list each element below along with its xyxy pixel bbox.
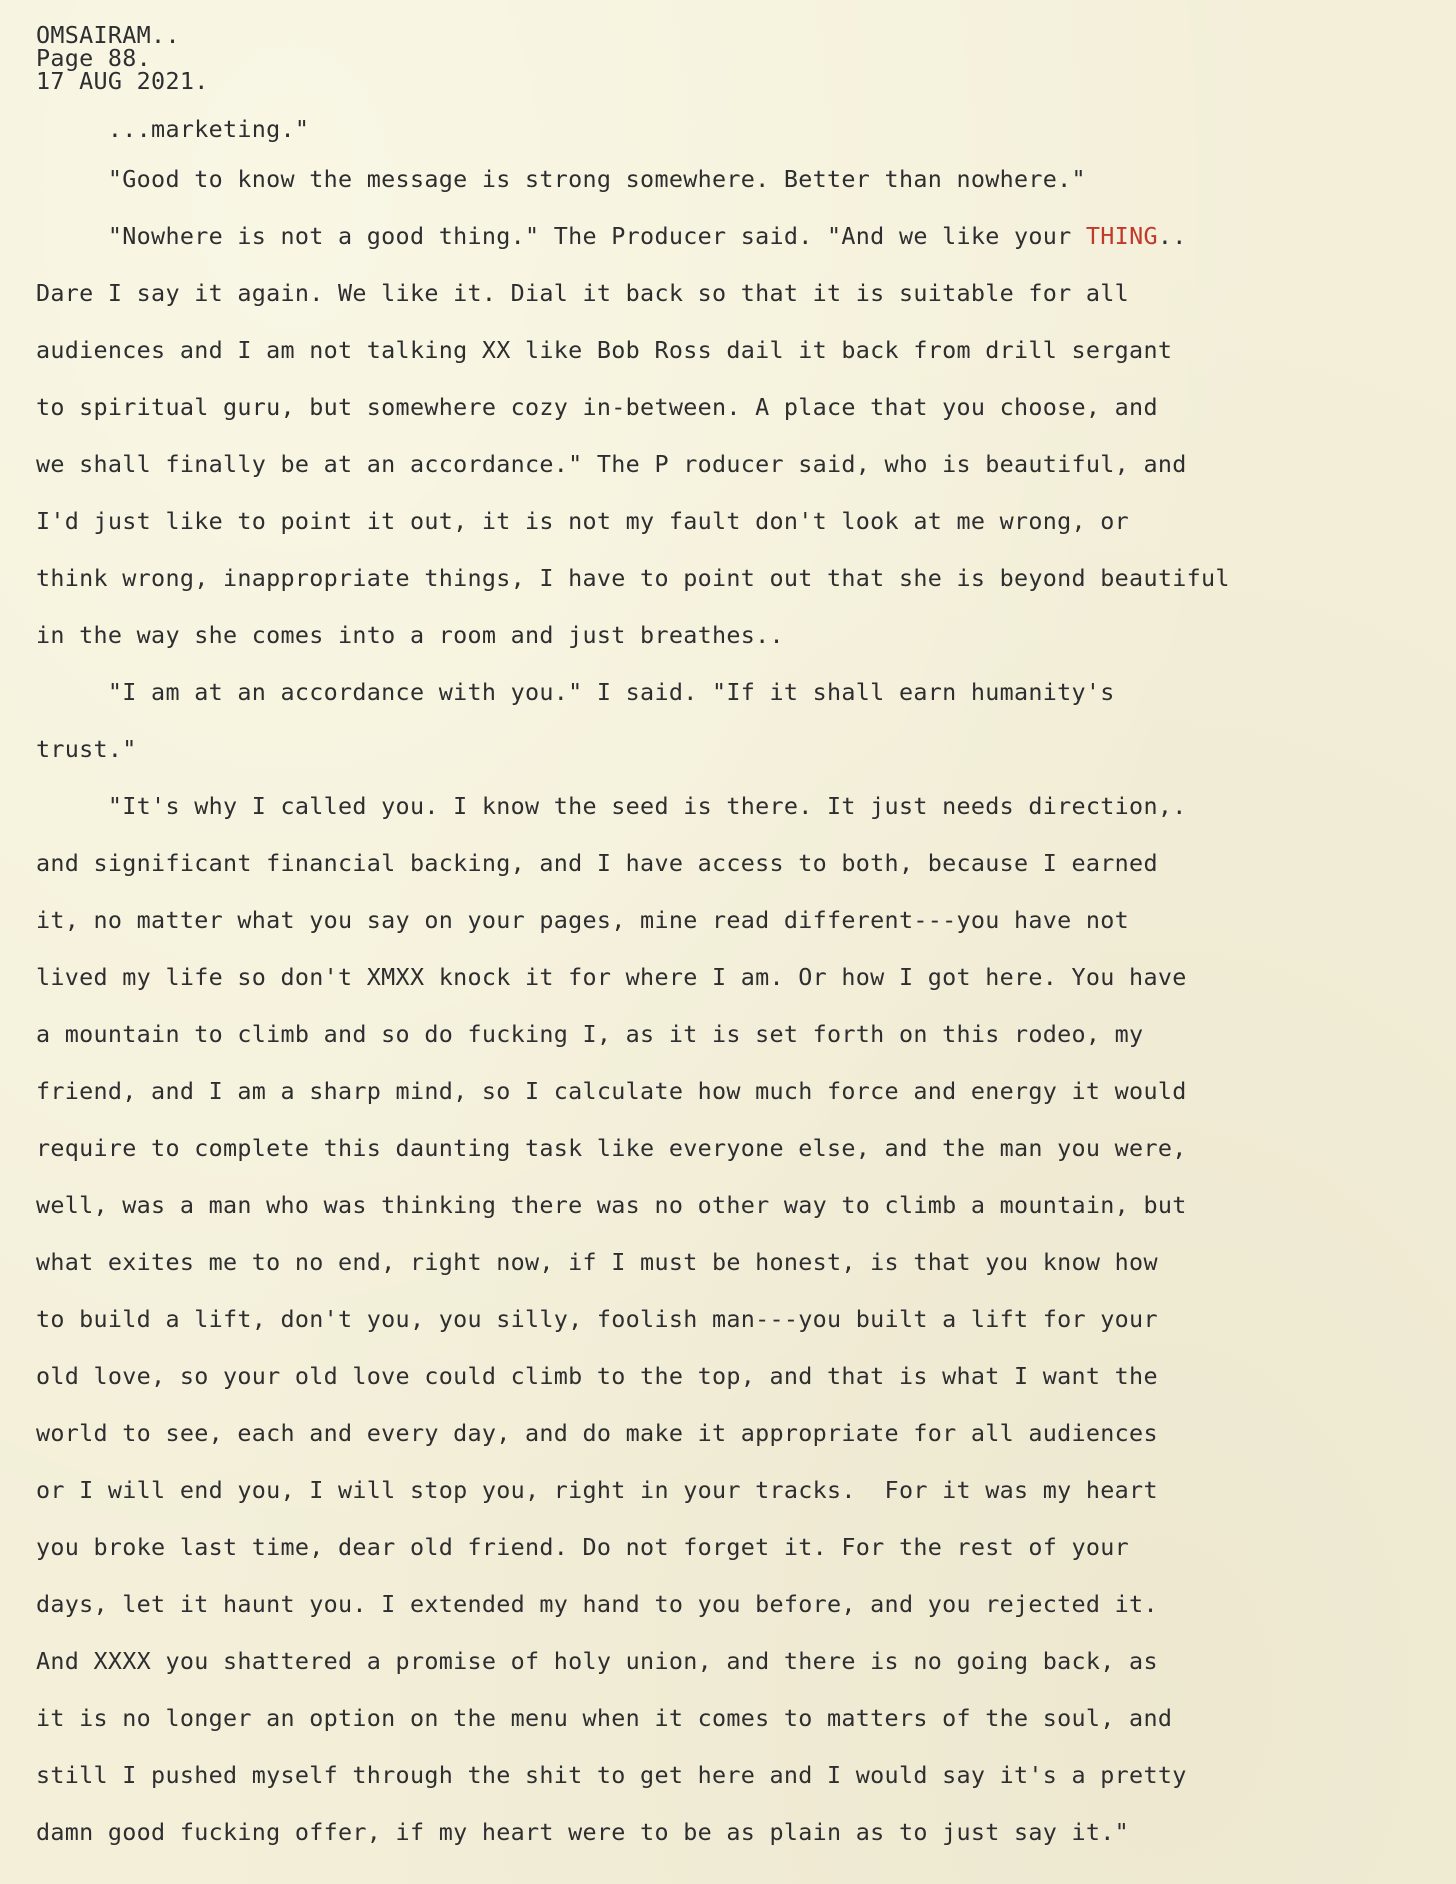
body-line: to build a lift, don't you, you silly, foolish man---you built a lift for your: [36, 1305, 1158, 1333]
page-body: [36, 107, 1436, 1861]
body-line-segment: "Nowhere is not a good thing." The Producer said. "And we like your: [36, 222, 1086, 250]
body-line: old love, so your old love could climb to the top, and that is what I want the: [36, 1362, 1158, 1390]
body-line: lived my life so don't XMXX knock it for where I am. Or how I got here. You have: [36, 963, 1187, 991]
body-line-segment-tail: ..: [1157, 222, 1187, 250]
body-line: damn good fucking offer, if my heart were to be as plain as to just say it.": [36, 1818, 1130, 1846]
body-line: a mountain to climb and so do fucking I, as it is set forth on this rodeo, my: [36, 1020, 1144, 1048]
body-line: friend, and I am a sharp mind, so I calculate how much force and energy it would: [36, 1077, 1187, 1105]
header-line-page-number: Page 88.: [36, 44, 152, 72]
body-line: still I pushed myself through the shit to get here and I would say it's a pretty: [36, 1761, 1187, 1789]
body-line: "I am at an accordance with you." I said. "If it shall earn humanity's: [36, 678, 1115, 706]
body-line: to spiritual guru, but somewhere cozy in-between. A place that you choose, and: [36, 393, 1158, 421]
body-line: world to see, each and every day, and do make it appropriate for all audiences: [36, 1419, 1158, 1447]
body-line: it is no longer an option on the menu when it comes to matters of the soul, and: [36, 1704, 1173, 1732]
body-line: you broke last time, dear old friend. Do not forget it. For the rest of your: [36, 1533, 1130, 1561]
body-line: "Good to know the message is strong somewhere. Better than nowhere.": [36, 165, 1086, 193]
body-line: "It's why I called you. I know the seed is there. It just needs direction,.: [36, 792, 1187, 820]
body-line: in the way she comes into a room and just breathes..: [36, 621, 784, 649]
body-line-with-red-word: [36, 208, 1436, 265]
header-line-date: 17 AUG 2021.: [36, 67, 209, 95]
body-line: we shall finally be at an accordance." The P roducer said, who is beautiful, and: [36, 450, 1187, 478]
body-line: Dare I say it again. We like it. Dial it back so that it is suitable for all: [36, 279, 1130, 307]
body-line: I'd just like to point it out, it is not my fault don't look at me wrong, or: [36, 507, 1130, 535]
red-typed-word: THING: [1085, 222, 1158, 250]
header-line-omsairam: OMSAIRAM..: [36, 21, 180, 49]
page-header: [36, 21, 1456, 95]
body-line: audiences and I am not talking XX like Bob Ross dail it back from drill sergant: [36, 336, 1173, 364]
body-line: ...marketing.": [36, 115, 310, 143]
body-line: what exites me to no end, right now, if I must be honest, is that you know how: [36, 1248, 1158, 1276]
body-line: trust.": [36, 735, 137, 763]
body-line: or I will end you, I will stop you, right in your tracks. For it was my heart: [36, 1476, 1158, 1504]
body-line: and significant financial backing, and I have access to both, because I earned: [36, 849, 1158, 877]
body-line: well, was a man who was thinking there was no other way to climb a mountain, but: [36, 1191, 1187, 1219]
body-line: And XXXX you shattered a promise of holy union, and there is no going back, as: [36, 1647, 1158, 1675]
body-line: think wrong, inappropriate things, I have to point out that she is beyond beautiful: [36, 564, 1230, 592]
body-line: it, no matter what you say on your pages, mine read different---you have not: [36, 906, 1130, 934]
body-line: require to complete this daunting task like everyone else, and the man you were,: [36, 1134, 1187, 1162]
body-line: days, let it haunt you. I extended my hand to you before, and you rejected it.: [36, 1590, 1158, 1618]
